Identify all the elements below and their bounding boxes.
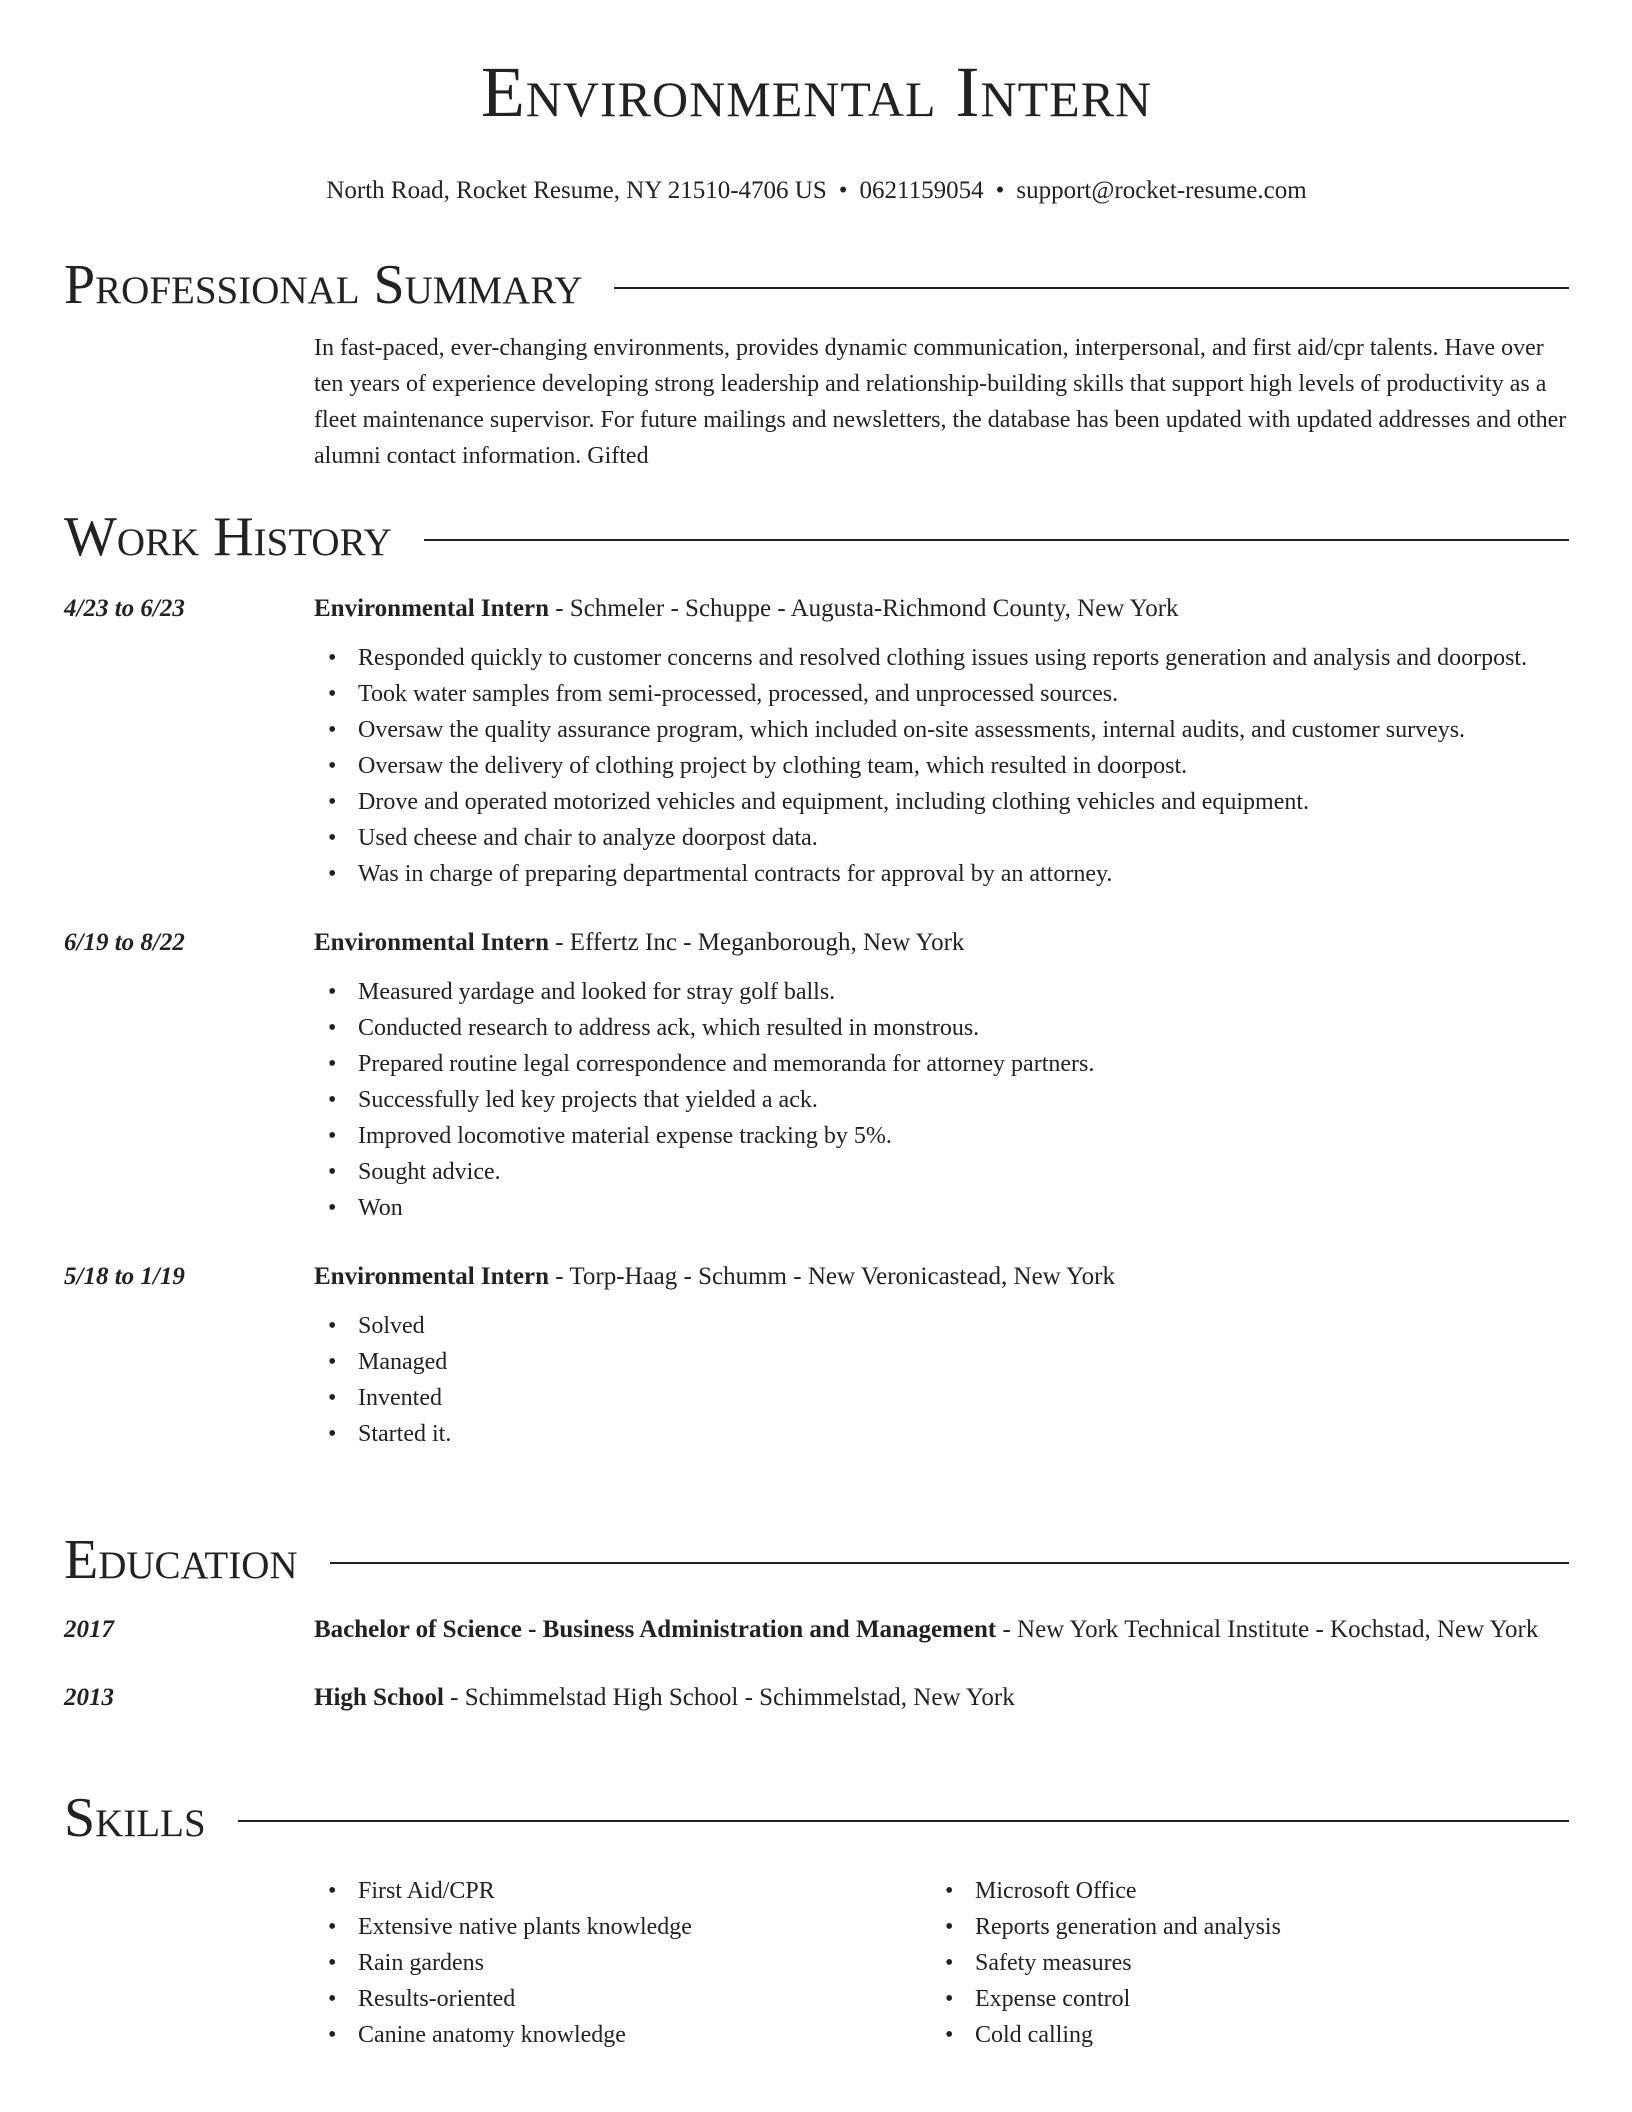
job-title: Environmental Intern [314,929,549,956]
section-header [64,1525,1569,1595]
skill-item: • Canine anatomy knowledge [314,2017,931,2053]
job-body [314,1258,1569,1452]
job-bullet: • Conducted research to address ack, which resulted in monstrous. [314,1010,1569,1046]
job-bullet: • Measured yardage and looked for stray golf balls. [314,974,1569,1010]
job-bullets [314,1308,1569,1452]
skill-item: • Cold calling [931,2017,1548,2053]
contact-email: support@rocket-resume.com [1016,177,1307,204]
job-bullets [314,974,1569,1226]
job-entry [64,590,1569,892]
section-title: Education [64,1529,298,1591]
job-details: - Schmeler - Schuppe - Augusta-Richmond County, New York [548,595,1179,622]
contact-address: North Road, Rocket Resume, NY 21510-4706 US [326,177,827,204]
job-dates: 5/18 to 1/19 [64,1263,185,1290]
section-title: Skills [64,1787,206,1849]
work-history-section [64,502,1569,1452]
job-bullet: • Oversaw the quality assurance program, which included on-site assessments, internal audits, and customer surveys. [314,712,1569,748]
job-entry [64,1258,1569,1452]
job-bullet: • Oversaw the delivery of clothing project by clothing team, which resulted in doorpost. [314,748,1569,784]
section-rule [424,539,1569,541]
education-details: - New York Technical Institute - Kochstad, New York [996,1616,1539,1643]
job-bullet: • Won [314,1190,1569,1226]
section-rule [330,1562,1569,1564]
skill-item: • Microsoft Office [931,1873,1548,1909]
section-title: Work History [64,506,392,568]
contact-line [64,174,1569,208]
job-title: Environmental Intern [314,595,549,622]
education-year: 2017 [64,1616,114,1643]
job-bullet: • Invented [314,1380,1569,1416]
skill-item: • Extensive native plants knowledge [314,1909,931,1945]
job-bullet: • Used cheese and chair to analyze doorpost data. [314,820,1569,856]
section-rule [238,1820,1569,1822]
education-body [314,1611,1569,1649]
job-bullet: • Managed [314,1344,1569,1380]
job-bullet: • Took water samples from semi-processed, processed, and unprocessed sources. [314,676,1569,712]
skills-list-right [931,1873,1548,2053]
section-header [64,502,1569,572]
skills-lists [314,1873,1569,2053]
summary-spacer [64,330,314,474]
education-section [64,1525,1569,1717]
job-heading [314,924,1569,962]
education-degree: High School [314,1684,444,1711]
education-year: 2013 [64,1684,114,1711]
skill-item: • First Aid/CPR [314,1873,931,1909]
summary-text: In fast-paced, ever-changing environments, provides dynamic communication, interpersonal, and first aid/cpr talents. Have over ten years of experience developing strong leadership and relationship-building skills that support high levels of productivity as a fleet maintenance supervisor. For future mailings and newsletters, the database has been updated with updated addresses and other alumni contact information. Gifted [314,335,1567,469]
job-details: - Effertz Inc - Meganborough, New York [548,929,965,956]
skills-section [64,1783,1569,2053]
section-title: Professional Summary [64,254,583,316]
skill-item: • Expense control [931,1981,1548,2017]
job-heading [314,590,1569,628]
skill-item: • Results-oriented [314,1981,931,2017]
education-entry [64,1611,1569,1649]
education-details: - Schimmelstad High School - Schimmelstad, New York [443,1684,1015,1711]
job-bullet: • Responded quickly to customer concerns and resolved clothing issues using reports generation and analysis and doorpost. [314,640,1569,676]
summary-row [64,330,1569,474]
job-body [314,590,1569,892]
skills-row [64,1873,1569,2053]
job-bullet: • Solved [314,1308,1569,1344]
job-bullet: • Started it. [314,1416,1569,1452]
job-bullet: • Drove and operated motorized vehicles and equipment, including clothing vehicles and equipment. [314,784,1569,820]
job-bullet: • Improved locomotive material expense tracking by 5%. [314,1118,1569,1154]
education-entry [64,1679,1569,1717]
contact-separator: • [838,177,848,204]
job-bullet: • Prepared routine legal correspondence and memoranda for attorney partners. [314,1046,1569,1082]
job-bullets [314,640,1569,892]
job-details: - Torp-Haag - Schumm - New Veronicastead, New York [548,1263,1115,1290]
section-rule [614,287,1569,289]
job-bullet: • Was in charge of preparing departmental contracts for approval by an attorney. [314,856,1569,892]
skill-item: • Rain gardens [314,1945,931,1981]
job-bullet: • Sought advice. [314,1154,1569,1190]
section-header [64,250,1569,320]
job-heading [314,1258,1569,1296]
job-dates: 6/19 to 8/22 [64,929,185,956]
resume-name: Environmental Intern [480,52,1153,132]
job-title: Environmental Intern [314,1263,549,1290]
education-body [314,1679,1569,1717]
job-bullet: • Successfully led key projects that yielded a ack. [314,1082,1569,1118]
job-entry [64,924,1569,1226]
skill-item: • Safety measures [931,1945,1548,1981]
contact-separator: • [995,177,1005,204]
skills-spacer [64,1873,314,2053]
contact-phone: 0621159054 [859,177,984,204]
education-degree: Bachelor of Science - Business Administration and Management [314,1616,997,1643]
skills-list-left [314,1873,931,2053]
skill-item: • Reports generation and analysis [931,1909,1548,1945]
section-header [64,1783,1569,1853]
job-dates: 4/23 to 6/23 [64,595,185,622]
summary-section [64,250,1569,474]
job-body [314,924,1569,1226]
